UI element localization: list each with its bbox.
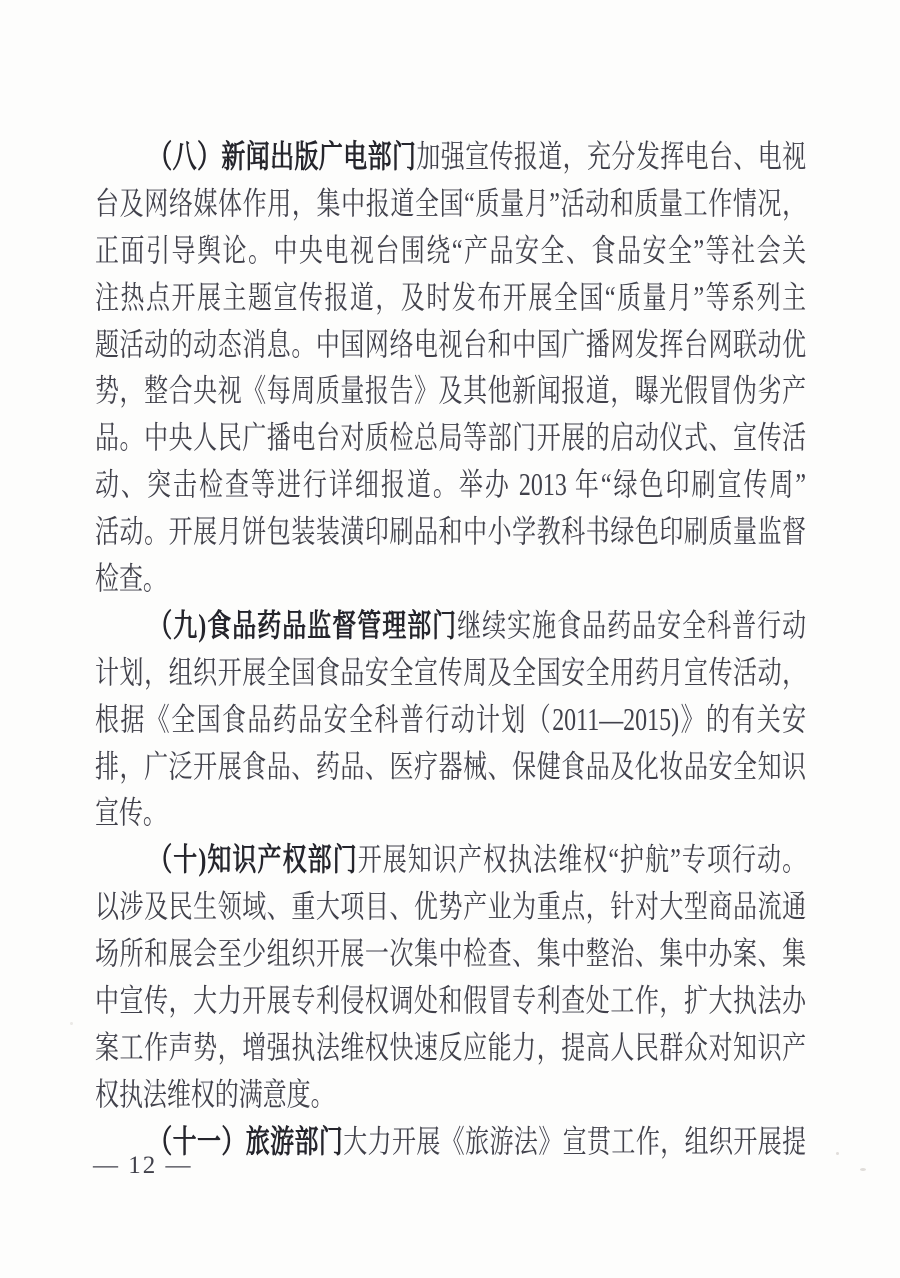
document-line	[95, 1119, 806, 1166]
document-line	[95, 509, 806, 556]
paragraph-heading: （十)知识产权部门	[148, 842, 358, 878]
document-line	[95, 744, 806, 791]
paragraph-text: 加强宣传报道，充分发挥电台、电视	[416, 139, 807, 174]
paragraph-text: 大力开展《旅游法》宣贯工作，组织开展提	[343, 1123, 807, 1159]
paragraph-text: 以涉及民生领域、重大项目、优势产业为重点，针对大型商品流通	[95, 889, 807, 925]
document-line	[95, 275, 806, 322]
document-line	[95, 603, 806, 650]
paragraph-text: 品。中央人民广播电台对质检总局等部门开展的启动仪式、宣传活	[95, 420, 807, 456]
document-line	[95, 462, 806, 509]
text-block	[95, 134, 806, 1166]
paragraph-text: 势，整合央视《每周质量报告》及其他新闻报道，曝光假冒伪劣产	[95, 373, 807, 409]
paragraph-heading: （九)食品药品监督管理部门	[148, 607, 458, 643]
paragraph-text: 台及网络媒体作用，集中报道全国“质量月”活动和质量工作情况，	[95, 185, 807, 221]
document-line	[95, 1072, 806, 1119]
document-line	[95, 884, 806, 931]
document-line	[95, 978, 806, 1025]
document-line	[95, 790, 806, 837]
paragraph-text: 检查。	[95, 561, 167, 597]
page-number: — 12 —	[93, 1152, 193, 1179]
document-line	[95, 368, 806, 415]
scan-artifact	[860, 1168, 866, 1171]
paragraph-text: 题活动的动态消息。中国网络电视台和中国广播网发挥台网联动优	[95, 326, 807, 362]
document-line	[95, 837, 806, 884]
paragraph-text: 中宣传，大力开展专利侵权调处和假冒专利查处工作，扩大执法办	[95, 983, 807, 1019]
scan-artifact	[836, 1152, 839, 1155]
paragraph-text: 场所和展会至少组织开展一次集中检查、集中整治、集中办案、集	[95, 936, 807, 972]
document-line	[95, 556, 806, 603]
document-line	[95, 134, 806, 181]
paragraph-text: 活动。开展月饼包装装潢印刷品和中小学教科书绿色印刷质量监督	[95, 514, 807, 550]
scan-artifact	[70, 1022, 73, 1025]
document-line	[95, 697, 806, 744]
paragraph-text: 继续实施食品药品安全科普行动	[457, 607, 807, 643]
paragraph-heading: （十一）旅游部门	[148, 1123, 344, 1159]
paragraph-text: 排，广泛开展食品、药品、医疗器械、保健食品及化妆品安全知识	[95, 748, 807, 784]
document-line	[95, 1025, 806, 1072]
document-line	[95, 322, 806, 369]
document-line	[95, 650, 806, 697]
paragraph-text: 根据《全国食品药品安全科普行动计划（2011—2015)》的有关安	[95, 701, 807, 737]
document-line	[95, 415, 806, 462]
paragraph-text: 案工作声势，增强执法维权快速反应能力，提高人民群众对知识产	[95, 1029, 807, 1065]
paragraph-text: 宣传。	[95, 795, 167, 831]
paragraph-text: 注热点开展主题宣传报道，及时发布开展全国“质量月”等系列主	[95, 279, 807, 315]
paragraph-text: 权执法维权的满意度。	[95, 1076, 335, 1112]
document-line	[95, 228, 806, 275]
paragraph-text: 正面引导舆论。中央电视台围绕“产品安全、食品安全”等社会关	[95, 232, 807, 268]
paragraph-text: 计划，组织开展全国食品安全宣传周及全国安全用药月宣传活动，	[95, 654, 807, 690]
paragraph-heading: （八）新闻出版广电部门	[148, 139, 417, 174]
document-line	[95, 181, 806, 228]
paragraph-text: 开展知识产权执法维权“护航”专项行动。	[357, 842, 807, 878]
document-line	[95, 931, 806, 978]
paragraph-text: 动、突击检查等进行详细报道。举办 2013 年“绿色印刷宣传周”	[95, 467, 807, 503]
